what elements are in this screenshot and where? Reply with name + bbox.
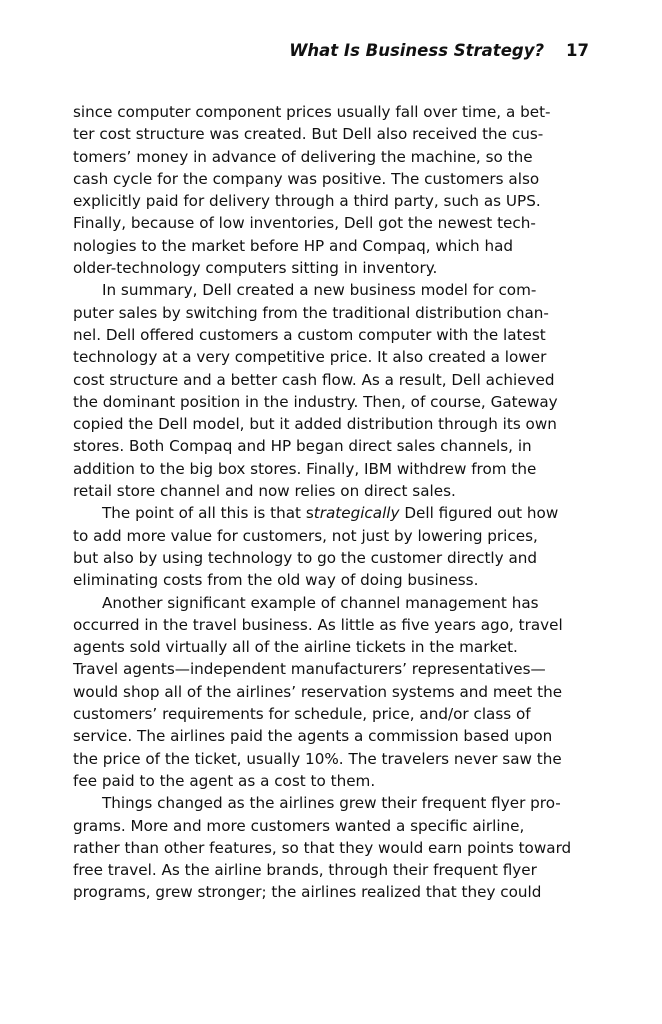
text-line: Finally, because of low inventories, Dell got the newest tech- xyxy=(73,214,536,233)
running-header xyxy=(289,41,589,60)
text-line: grams. More and more customers wanted a specific airline, xyxy=(73,816,525,835)
text-line: the dominant position in the industry. Then, of course, Gateway xyxy=(73,392,558,411)
text-line: In summary, Dell created a new business model for com- xyxy=(102,281,537,300)
text-line: tomers’ money in advance of delivering the machine, so the xyxy=(73,147,533,166)
text-line: addition to the big box stores. Finally, IBM withdrew from the xyxy=(73,459,537,478)
text-line: rather than other features, so that they would earn points toward xyxy=(73,838,572,857)
text-line: fee paid to the agent as a cost to them. xyxy=(73,771,376,790)
text-line: the price of the ticket, usually 10%. The travelers never saw the xyxy=(73,749,562,768)
text-line: agents sold virtually all of the airline tickets in the market. xyxy=(73,638,518,657)
text-line: copied the Dell model, but it added distribution through its own xyxy=(73,415,557,434)
text-line: Another significant example of channel management has xyxy=(102,593,539,612)
text-line: stores. Both Compaq and HP began direct sales channels, in xyxy=(73,437,532,456)
text-line: eliminating costs from the old way of doing business. xyxy=(73,571,479,590)
chapter-title: What Is Business Strategy? xyxy=(289,41,545,60)
text-line: cost structure and a better cash flow. As a result, Dell achieved xyxy=(73,370,555,389)
text-line: nologies to the market before HP and Compaq, which had xyxy=(73,236,514,255)
text-line: but also by using technology to go the customer directly and xyxy=(73,548,538,567)
text-line: cash cycle for the company was positive. The customers also xyxy=(73,169,540,188)
text-line: puter sales by switching from the traditional distribution chan- xyxy=(73,303,549,322)
text-line: explicitly paid for delivery through a third party, such as UPS. xyxy=(73,192,541,211)
text-line: ter cost structure was created. But Dell also received the cus- xyxy=(73,125,544,144)
text-segment: The point of all this is that s xyxy=(102,504,314,523)
text-line: occurred in the travel business. As little as five years ago, travel xyxy=(73,615,563,634)
text-line: customers’ requirements for schedule, price, and/or class of xyxy=(73,705,531,724)
page-number: 17 xyxy=(566,41,589,60)
text-line: retail store channel and now relies on direct sales. xyxy=(73,482,456,501)
text-segment: Dell figured out how xyxy=(399,504,559,523)
text-line: free travel. As the airline brands, through their frequent flyer xyxy=(73,861,537,880)
body-text xyxy=(73,101,593,904)
emphasized-word: trategically xyxy=(313,504,400,523)
text-line: technology at a very competitive price. It also created a lower xyxy=(73,348,547,367)
text-line xyxy=(73,502,593,524)
text-line: nel. Dell offered customers a custom computer with the latest xyxy=(73,325,546,344)
text-line: older-technology computers sitting in inventory. xyxy=(73,259,438,278)
text-line: Travel agents—independent manufacturers’ representatives— xyxy=(73,660,546,679)
text-line: would shop all of the airlines’ reservation systems and meet the xyxy=(73,682,563,701)
text-line: programs, grew stronger; the airlines realized that they could xyxy=(73,883,542,902)
text-line: Things changed as the airlines grew their frequent flyer pro- xyxy=(102,794,561,813)
text-line: since computer component prices usually fall over time, a bet- xyxy=(73,103,551,121)
text-line: to add more value for customers, not just by lowering prices, xyxy=(73,526,538,545)
text-line: service. The airlines paid the agents a commission based upon xyxy=(73,727,553,746)
